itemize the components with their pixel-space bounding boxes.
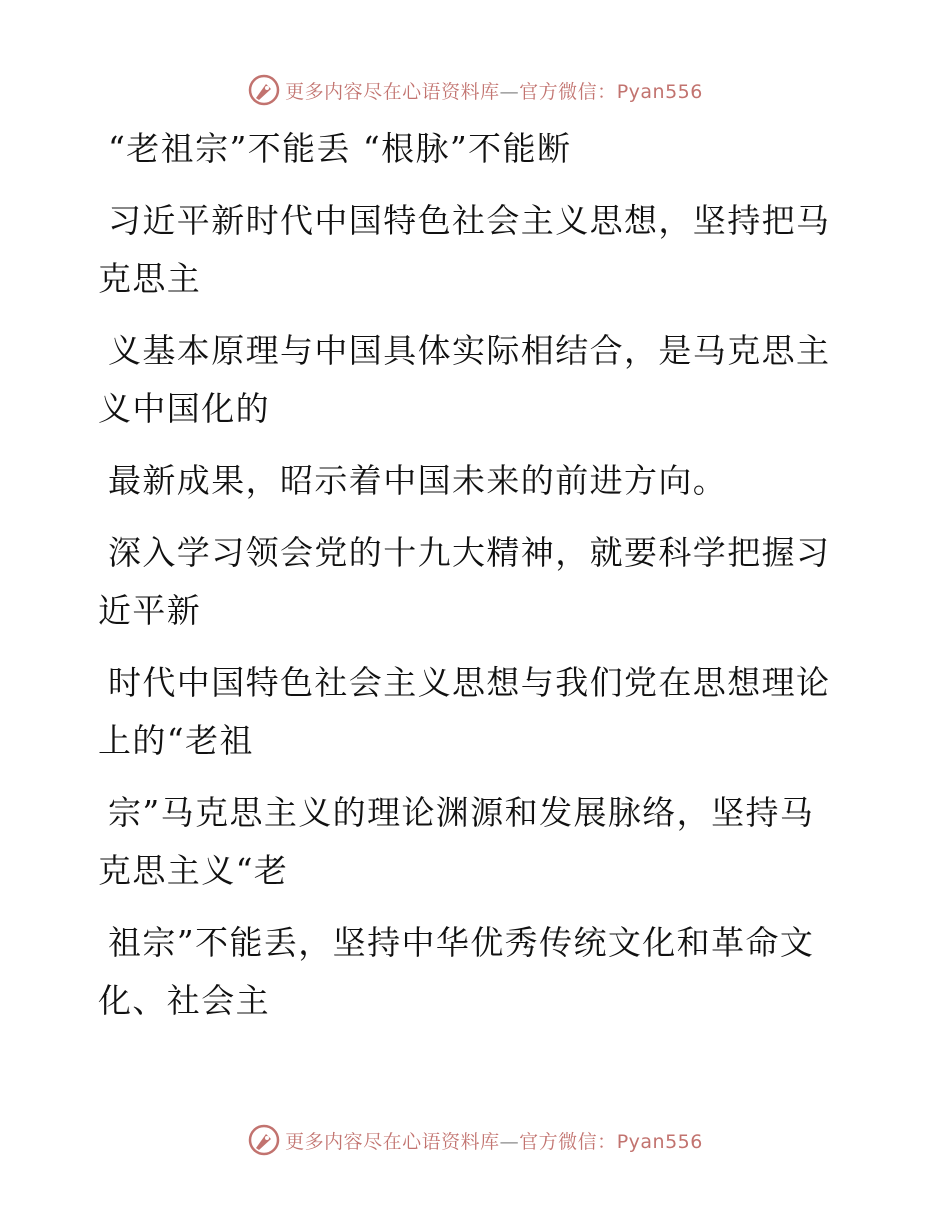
- paragraph-line: 上的“老祖: [98, 721, 254, 760]
- footer-watermark: [0, 1120, 950, 1160]
- paragraph: [98, 914, 858, 1030]
- document-body: [98, 120, 858, 1030]
- watermark-text: [285, 1127, 703, 1154]
- paragraph-line: 义中国化的: [98, 389, 270, 428]
- watermark-text: [285, 77, 703, 104]
- paragraph-line: 义基本原理与中国具体实际相结合，是马克思主: [108, 331, 831, 370]
- document-title: “老祖宗”不能丢 “根脉”不能断: [108, 129, 572, 168]
- paragraph: [98, 322, 858, 438]
- watermark-wechat-id: Pyan556: [616, 1130, 703, 1153]
- watermark-brand: 更多内容尽在心语资料库: [285, 1130, 500, 1153]
- paragraph: [98, 524, 858, 640]
- paragraph-line: 最新成果，昭示着中国未来的前进方向。: [108, 461, 728, 500]
- pen-nib-logo-icon: [247, 73, 281, 107]
- watermark-wechat-label: 官方微信：: [519, 80, 617, 103]
- paragraph-line: 克思主义“老: [98, 851, 289, 890]
- header-watermark: [0, 70, 950, 110]
- paragraph: [98, 452, 858, 510]
- paragraph-line: 习近平新时代中国特色社会主义思想，坚持把马: [108, 201, 831, 240]
- paragraph-line: 宗”马克思主义的理论渊源和发展脉络，坚持马: [108, 793, 815, 832]
- watermark-wechat-label: 官方微信：: [519, 1130, 617, 1153]
- paragraph-line: 化、社会主: [98, 981, 270, 1020]
- watermark-separator: —: [499, 1130, 520, 1153]
- watermark-separator: —: [499, 80, 520, 103]
- paragraph-line: 祖宗”不能丢，坚持中华优秀传统文化和革命文: [108, 923, 815, 962]
- watermark-wechat-id: Pyan556: [616, 80, 703, 103]
- paragraph-line: 克思主: [98, 259, 202, 298]
- paragraph: [98, 192, 858, 308]
- watermark-brand: 更多内容尽在心语资料库: [285, 80, 500, 103]
- paragraph: [98, 120, 858, 178]
- paragraph-line: 时代中国特色社会主义思想与我们党在思想理论: [108, 663, 831, 702]
- paragraph: [98, 784, 858, 900]
- paragraph-line: 近平新: [98, 591, 202, 630]
- pen-nib-logo-icon: [247, 1123, 281, 1157]
- paragraph: [98, 654, 858, 770]
- paragraph-line: 深入学习领会党的十九大精神，就要科学把握习: [108, 533, 831, 572]
